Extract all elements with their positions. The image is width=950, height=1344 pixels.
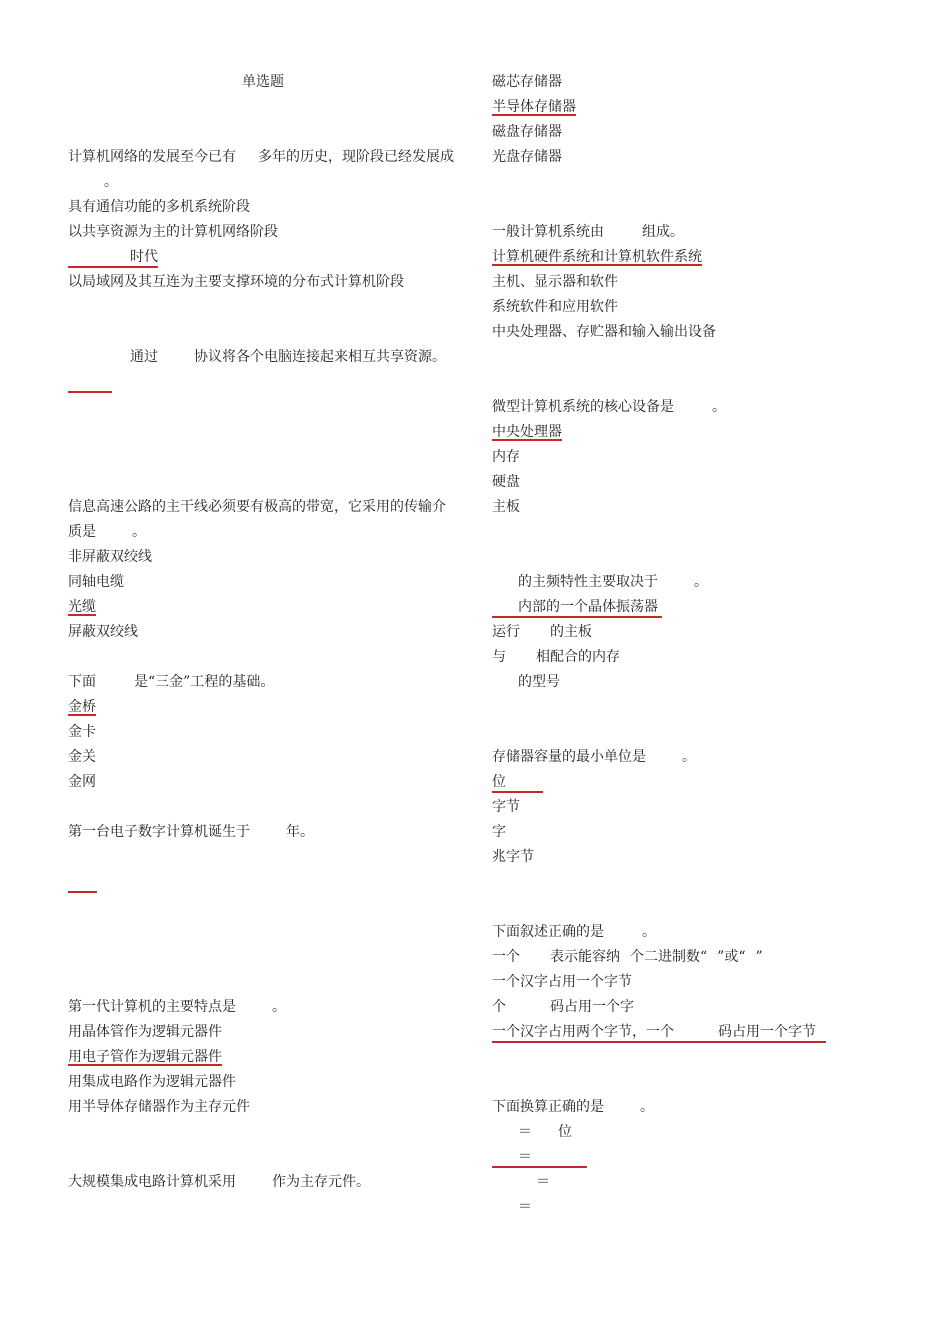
question-stem: 信息高速公路的主干线必须要有极高的带宽，它采用的传输介 [68,499,446,515]
answer-underline [68,891,97,893]
option: 的型号 [518,674,560,690]
option: 具有通信功能的多机系统阶段 [68,199,250,215]
option: 兆字节 [492,849,534,865]
question-stem: 下面 是“三金”工程的基础。 [68,674,275,690]
option: 系统软件和应用软件 [492,299,618,315]
option-answer: 半导体存储器 [492,99,576,115]
option-answer: 内部的一个晶体振荡器 [492,595,892,620]
option-answer: 时代 [68,245,468,270]
option: 磁芯存储器 [492,74,562,90]
question-stem: 微型计算机系统的核心设备是 。 [492,399,726,415]
option-answer: 计算机硬件系统和计算机软件系统 [492,249,702,265]
left-column [68,70,468,1195]
option: 一个汉字占用一个字节 [492,974,632,990]
question-stem: 通过 协议将各个电脑连接起来相互共享资源。 [130,349,446,365]
option: ＝ [536,1174,550,1190]
option: 字节 [492,799,520,815]
option-answer: 金桥 [68,699,96,715]
option: 内存 [492,449,520,465]
section-title [68,70,468,95]
option: 运行 的主板 [492,624,592,640]
option-answer: 一个汉字占用两个字节，一个 码占用一个字节 [492,1020,892,1045]
question-stem: 下面换算正确的是 。 [492,1099,654,1115]
option: 主机、显示器和软件 [492,274,618,290]
option-answer: 位 [492,770,892,795]
answer-underline [492,1166,587,1168]
question-stem: 下面叙述正确的是 。 [492,924,656,940]
option-answer: 光缆 [68,599,96,615]
option: 个 码占用一个字 [492,999,634,1015]
option: 用半导体存储器作为主存元件 [68,1099,250,1115]
option: 磁盘存储器 [492,124,562,140]
option: 金卡 [68,724,96,740]
answer-underline [68,391,112,393]
option: 以局域网及其互连为主要支撑环境的分布式计算机阶段 [68,274,404,290]
question-stem-cont: 质是 。 [68,524,146,540]
question-stem: 存储器容量的最小单位是 。 [492,749,696,765]
question-stem-cont: 。 [104,174,118,190]
right-column [492,70,892,1220]
question-stem: 的主频特性主要取决于 。 [518,574,708,590]
question-stem: 第一代计算机的主要特点是 。 [68,999,286,1015]
option: 硬盘 [492,474,520,490]
answer-underline [492,1041,826,1043]
option: 用晶体管作为逻辑元器件 [68,1024,222,1040]
option: 非屏蔽双绞线 [68,549,152,565]
option-answer: ＝ [492,1145,892,1170]
option: 以共享资源为主的计算机网络阶段 [68,224,278,240]
option: 光盘存储器 [492,149,562,165]
answer-underline [68,266,158,268]
option: 金关 [68,749,96,765]
answer-blank [68,370,468,395]
option: 中央处理器、存贮器和输入输出设备 [492,324,716,340]
section-title-text: 单选题 [242,74,284,90]
option: 屏蔽双绞线 [68,624,138,640]
answer-underline [492,791,543,793]
question-stem: 第一台电子数字计算机诞生于 年。 [68,824,314,840]
option: 用集成电路作为逻辑元器件 [68,1074,236,1090]
option: 同轴电缆 [68,574,124,590]
option: 字 [492,824,506,840]
answer-blank [68,870,468,895]
answer-underline [492,616,662,618]
option: 金网 [68,774,96,790]
option: ＝ 位 [518,1124,572,1140]
option: 一个 表示能容纳 个二进制数“ ”或“ ” [492,949,763,965]
option: 主板 [492,499,520,515]
question-stem: 一般计算机系统由 组成。 [492,224,684,240]
option: ＝ [518,1199,532,1215]
option-answer: 用电子管作为逻辑元器件 [68,1049,222,1065]
question-stem: 计算机网络的发展至今已有 多年的历史，现阶段已经发展成 [68,149,454,165]
option: 与 相配合的内存 [492,649,620,665]
option-answer: 中央处理器 [492,424,562,440]
question-stem: 大规模集成电路计算机采用 作为主存元件。 [68,1174,370,1190]
